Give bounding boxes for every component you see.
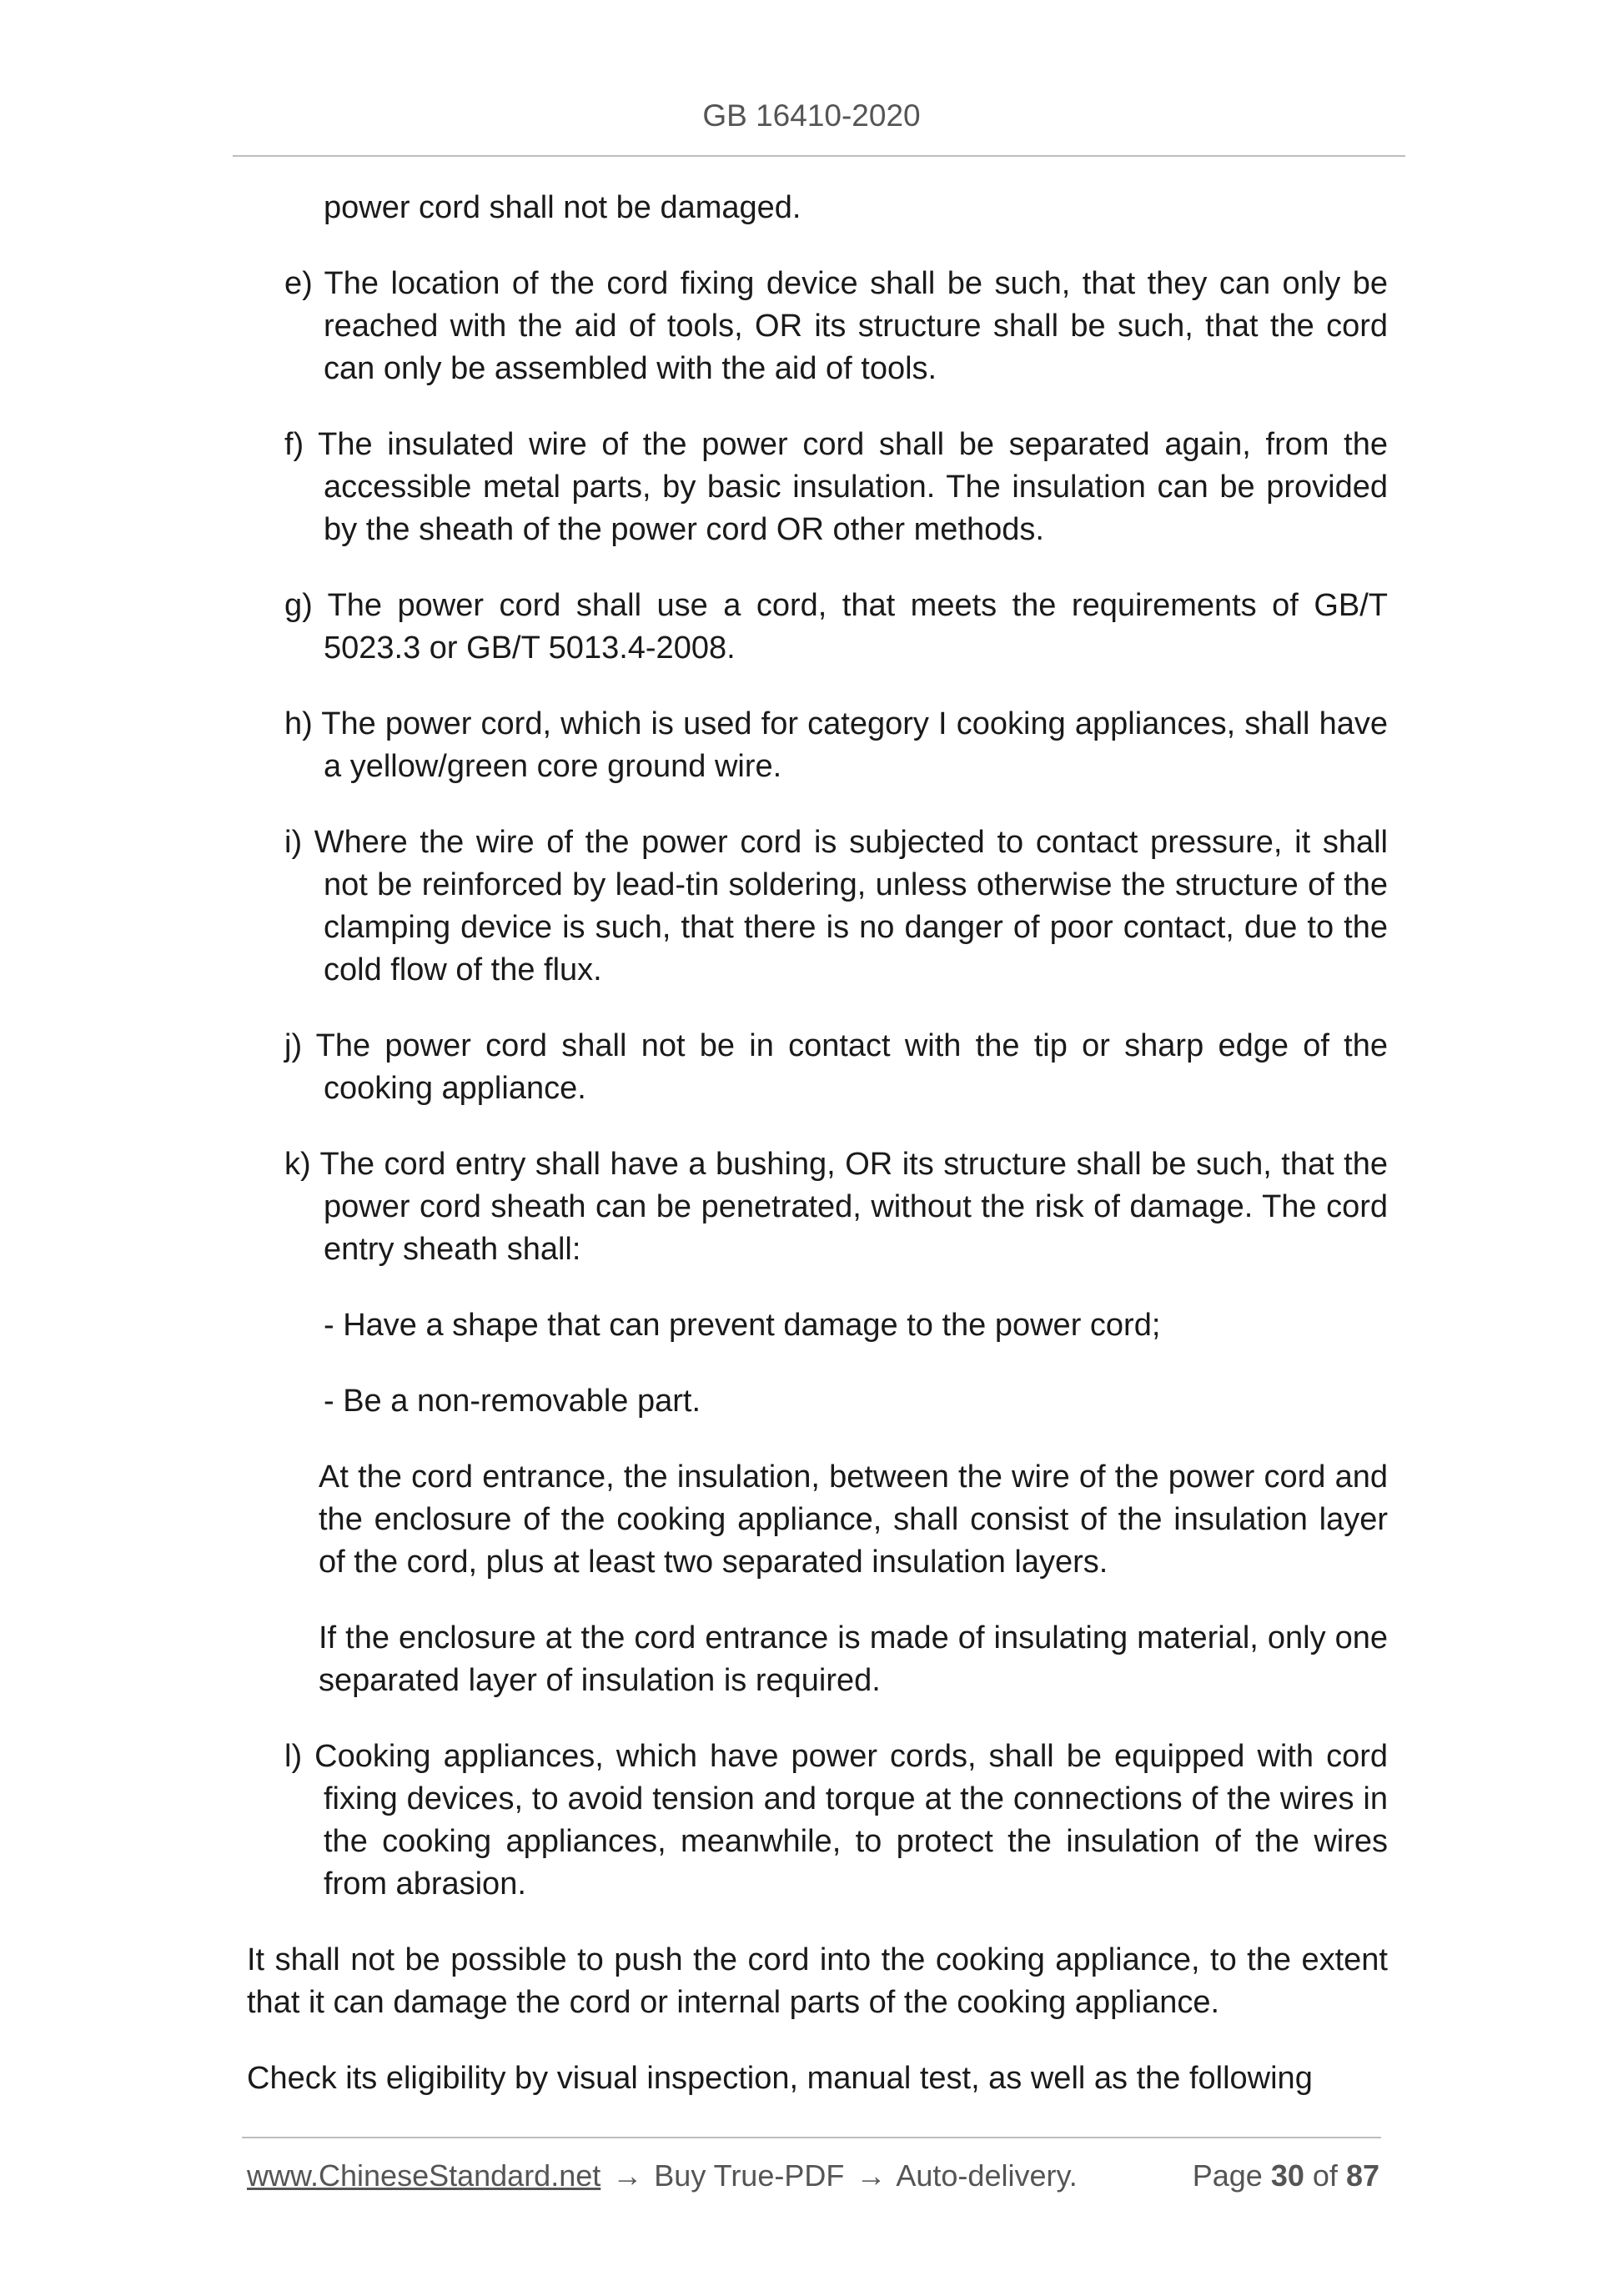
sub-item-shape: - Have a shape that can prevent damage to the power cord;: [324, 1308, 1161, 1343]
document-footer: [247, 2158, 1379, 2193]
arrow-right-icon: →: [612, 2158, 643, 2193]
footer-promo: [247, 2158, 1078, 2193]
list-item-k: k) The cord entry shall have a bushing, OR its structure shall be such, that the power cord sheath can be penetrated, without the risk of damage. The cord entry sheath shall:: [284, 1147, 1388, 1267]
current-page-number: 30: [1270, 2158, 1304, 2193]
arrow-right-icon: →: [856, 2158, 887, 2193]
paragraph-push-cord: It shall not be possible to push the cord into the cooking appliance, to the extent that it can damage the cord or internal parts of the cooking appliance.: [247, 1942, 1388, 2020]
list-item-i: i) Where the wire of the power cord is subjected to contact pressure, it shall not be reinforced by lead-tin soldering, unless otherwise the structure of the clamping device is such, that there is no danger of poor contact, due to the cold flow of the flux.: [284, 825, 1388, 987]
document-body: [247, 187, 1388, 2100]
sub-item-non-removable: - Be a non-removable part.: [324, 1384, 701, 1419]
paragraph-cord-entrance: At the cord entrance, the insulation, between the wire of the power cord and the enclosure of the cooking appliance, shall consist of the insulation layer of the cord, plus at least two separated insulation layers.: [319, 1459, 1388, 1580]
document-header: GB 16410-2020: [702, 98, 921, 133]
list-item-f: f) The insulated wire of the power cord shall be separated again, from the accessible metal parts, by basic insulation. The insulation can be provided by the sheath of the power cord OR other methods.: [284, 427, 1388, 547]
paragraph-check-eligibility: Check its eligibility by visual inspection, manual test, as well as the following: [247, 2061, 1313, 2096]
list-item-l: l) Cooking appliances, which have power cords, shall be equipped with cord fixing devices, to avoid tension and torque at the connections of the wires in the cooking appliances, meanwhile, to protect the insulation of the wires from abrasion.: [284, 1739, 1388, 1902]
total-pages-number: 87: [1345, 2158, 1379, 2193]
list-item-h: h) The power cord, which is used for category I cooking appliances, shall have a yellow/green core ground wire.: [284, 706, 1388, 784]
page-label: Page: [1192, 2158, 1263, 2193]
delivery-text: Auto-delivery.: [896, 2158, 1078, 2193]
buy-pdf-text: Buy True-PDF: [654, 2158, 845, 2193]
list-item-g: g) The power cord shall use a cord, that meets the requirements of GB/T 5023.3 or GB/T 5013.4-2008.: [284, 588, 1388, 666]
header-divider: [233, 155, 1405, 157]
list-item-e: e) The location of the cord fixing device shall be such, that they can only be reached with the aid of tools, OR its structure shall be such, that the cord can only be assembled with the aid of tools.: [284, 266, 1388, 386]
paragraph-continuation: power cord shall not be damaged.: [324, 190, 801, 225]
website-link[interactable]: www.ChineseStandard.net: [247, 2158, 601, 2193]
of-label: of: [1312, 2158, 1338, 2193]
paragraph-insulating-enclosure: If the enclosure at the cord entrance is made of insulating material, only one separated layer of insulation is required.: [319, 1620, 1388, 1698]
footer-divider: [242, 2137, 1381, 2138]
page-indicator: [1193, 2158, 1379, 2193]
list-item-j: j) The power cord shall not be in contact with the tip or sharp edge of the cooking appliance.: [284, 1028, 1388, 1106]
